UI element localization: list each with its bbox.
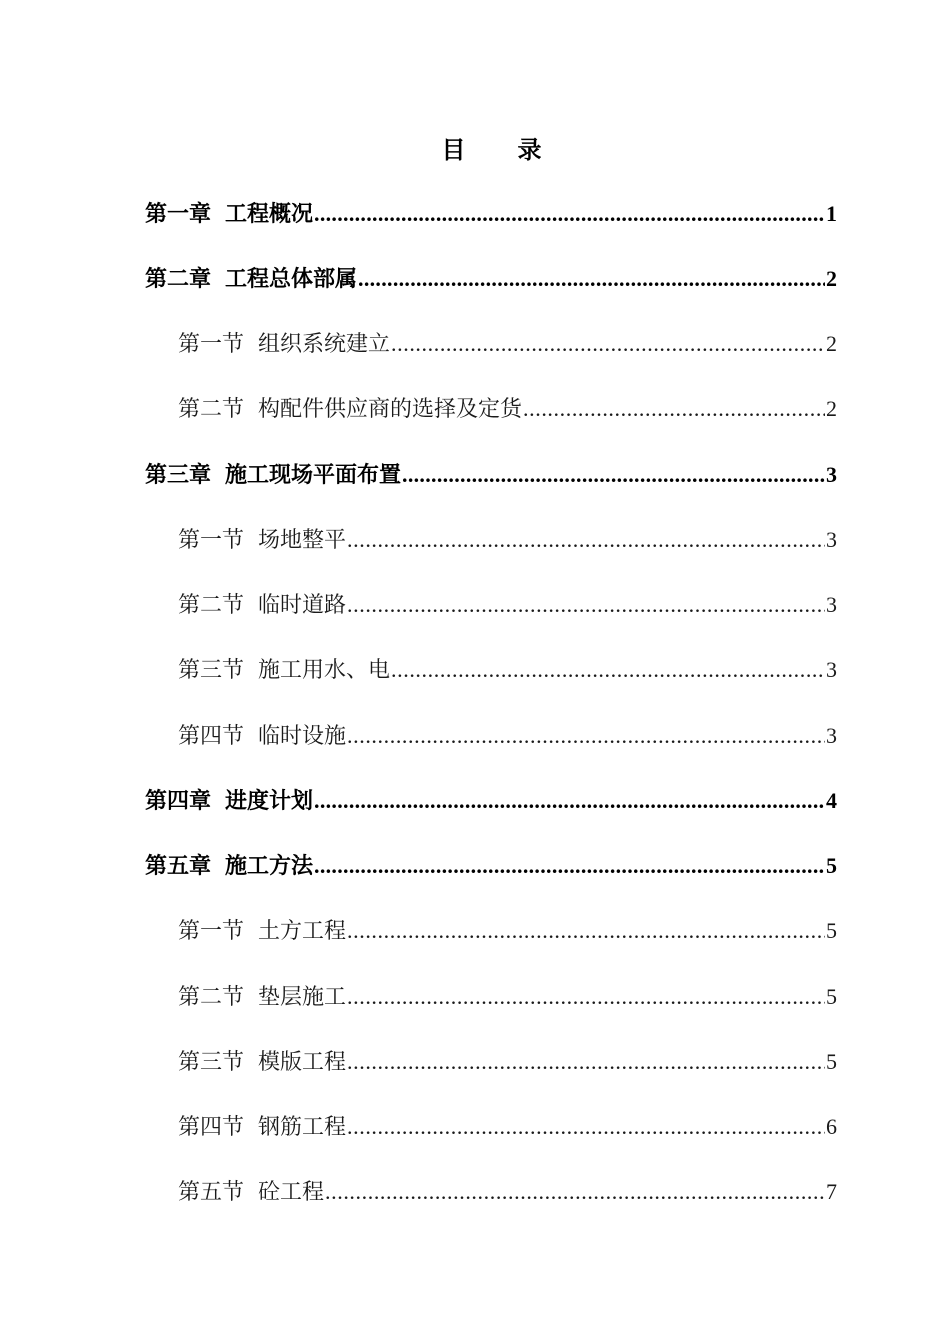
entry-number: 第三章 <box>145 463 212 488</box>
toc-entry[interactable] <box>178 1046 837 1078</box>
entry-number: 第二节 <box>178 985 245 1010</box>
entry-title: 工程概况 <box>225 202 314 227</box>
toc-entry[interactable] <box>178 524 837 556</box>
dot-leader <box>391 328 825 360</box>
entry-number: 第一节 <box>178 528 245 553</box>
toc-entry[interactable] <box>178 654 837 686</box>
toc-entry[interactable] <box>178 393 837 425</box>
entry-title: 工程总体部属 <box>225 267 358 292</box>
entry-title: 施工现场平面布置 <box>225 463 402 488</box>
dot-leader <box>314 785 825 817</box>
entry-number: 第四节 <box>178 724 245 749</box>
entry-title: 临时道路 <box>258 593 347 618</box>
entry-page-number: 5 <box>826 853 837 878</box>
entry-page-number: 5 <box>826 1049 837 1074</box>
entry-page-number: 4 <box>826 788 837 813</box>
entry-page-number: 2 <box>826 266 837 291</box>
entry-page-number: 5 <box>826 984 837 1009</box>
toc-entry[interactable] <box>178 328 837 360</box>
toc-title-char-1: 目 <box>441 136 466 164</box>
entry-number: 第四章 <box>145 789 212 814</box>
toc-entry[interactable] <box>178 981 837 1013</box>
entry-title: 场地整平 <box>258 528 347 553</box>
dot-leader <box>347 1111 825 1143</box>
entry-page-number: 2 <box>826 396 837 421</box>
dot-leader <box>347 915 825 947</box>
entry-page-number: 3 <box>826 723 837 748</box>
toc-entry[interactable] <box>145 198 837 230</box>
toc-entry[interactable] <box>178 915 837 947</box>
entry-title: 临时设施 <box>258 724 347 749</box>
entry-page-number: 3 <box>826 657 837 682</box>
entry-page-number: 3 <box>826 462 837 487</box>
entry-page-number: 3 <box>826 592 837 617</box>
entry-page-number: 1 <box>826 201 837 226</box>
entry-number: 第四节 <box>178 1115 245 1140</box>
dot-leader <box>347 720 825 752</box>
dot-leader <box>347 589 825 621</box>
entry-title: 构配件供应商的选择及定货 <box>258 397 523 422</box>
toc-entry[interactable] <box>145 263 837 295</box>
entry-number: 第五节 <box>178 1180 245 1205</box>
entry-number: 第二节 <box>178 397 245 422</box>
toc-entry[interactable] <box>145 459 837 491</box>
toc-entry[interactable] <box>178 1176 837 1208</box>
entry-page-number: 5 <box>826 918 837 943</box>
dot-leader <box>391 654 825 686</box>
entry-title: 组织系统建立 <box>258 332 391 357</box>
dot-leader <box>347 524 825 556</box>
entry-page-number: 6 <box>826 1114 837 1139</box>
entry-number: 第一章 <box>145 202 212 227</box>
entry-page-number: 3 <box>826 527 837 552</box>
entry-title: 施工用水、电 <box>258 658 391 683</box>
entry-page-number: 2 <box>826 331 837 356</box>
dot-leader <box>347 1046 825 1078</box>
toc-entry[interactable] <box>178 720 837 752</box>
entry-number: 第一节 <box>178 919 245 944</box>
entry-title: 垫层施工 <box>258 985 347 1010</box>
dot-leader <box>347 981 825 1013</box>
entry-title: 施工方法 <box>225 854 314 879</box>
entry-number: 第五章 <box>145 854 212 879</box>
entry-number: 第一节 <box>178 332 245 357</box>
dot-leader <box>523 393 825 425</box>
dot-leader <box>314 198 825 230</box>
entry-title: 土方工程 <box>258 919 347 944</box>
toc-entry[interactable] <box>145 785 837 817</box>
entry-title: 钢筋工程 <box>258 1115 347 1140</box>
toc-title-char-2: 录 <box>517 136 542 164</box>
entry-number: 第二节 <box>178 593 245 618</box>
entry-page-number: 7 <box>826 1179 837 1204</box>
dot-leader <box>358 263 825 295</box>
toc-entry[interactable] <box>178 589 837 621</box>
entry-number: 第三节 <box>178 658 245 683</box>
entry-title: 砼工程 <box>258 1180 325 1205</box>
entry-number: 第二章 <box>145 267 212 292</box>
dot-leader <box>314 850 825 882</box>
entry-title: 进度计划 <box>225 789 314 814</box>
entry-title: 模版工程 <box>258 1050 347 1075</box>
toc-entry[interactable] <box>178 1111 837 1143</box>
entry-number: 第三节 <box>178 1050 245 1075</box>
dot-leader <box>402 459 825 491</box>
toc-entry[interactable] <box>145 850 837 882</box>
dot-leader <box>325 1176 825 1208</box>
